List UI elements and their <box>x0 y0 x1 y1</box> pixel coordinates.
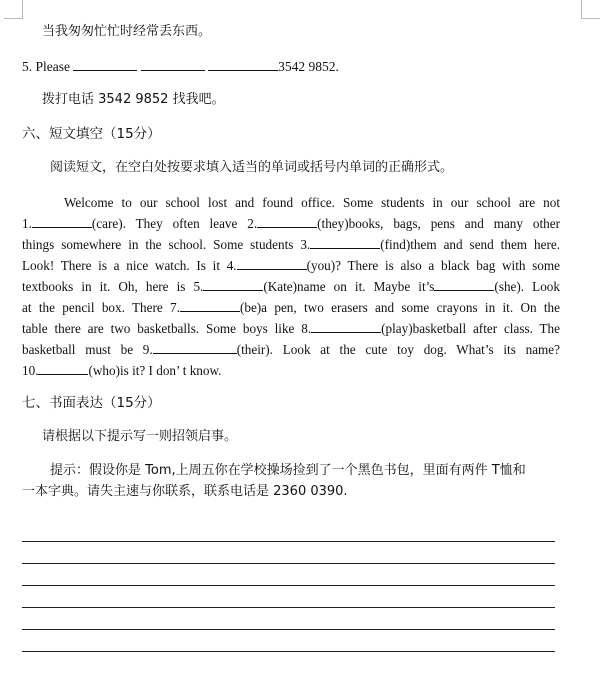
writing-prompt-line-2: 一本字典。请失主速与你联系，联系电话是 2360 0390. <box>22 484 348 499</box>
blank-10[interactable] <box>38 361 88 375</box>
section-7-instruction: 请根据以下提示写一则招领启事。 <box>42 429 238 444</box>
translation-line: 当我匆匆忙忙时经常丢东西。 <box>42 24 212 39</box>
passage-line: 1. (care). They often leave 2. (they)books, bags, pens and many other <box>22 216 560 231</box>
blank-5[interactable] <box>203 277 263 291</box>
passage-line: textbooks in it. Oh, here is 5. (Kate)name on it. Maybe it’s (she). Look <box>22 279 560 294</box>
blank-9[interactable] <box>153 340 237 354</box>
passage-line: things somewhere in the school. Some students 3. (find)them and send them here. <box>22 237 560 252</box>
cloze-passage <box>22 192 560 381</box>
passage-line: Welcome to our school lost and found office. Some students in our school are not <box>64 195 560 210</box>
blank-4[interactable] <box>237 256 307 270</box>
page-corner-mark-right <box>581 0 600 19</box>
writing-line[interactable] <box>22 608 555 630</box>
writing-line[interactable] <box>22 564 555 586</box>
passage-line: at the pencil box. There 7. (be)a pen, two erasers and some crayons in it. On the <box>22 300 560 315</box>
question-5-hint: 拨打电话 3542 9852 找我吧。 <box>42 92 225 107</box>
blank-8[interactable] <box>311 319 381 333</box>
question-5 <box>22 57 339 77</box>
writing-line[interactable] <box>22 520 555 542</box>
passage-line: basketball must be 9. (their). Look at the cute toy dog. What’s its name? <box>22 342 560 357</box>
passage-line: 10. (who)is it? I don’ t know. <box>22 363 222 378</box>
question-5-blank-1[interactable] <box>73 57 137 71</box>
passage-line: table there are two basketballs. Some boys like 8. (play)basketball after class. The <box>22 321 560 336</box>
question-5-blank-3[interactable] <box>208 57 278 71</box>
section-6-title: 六、短文填空（15分） <box>22 126 161 142</box>
blank-3[interactable] <box>310 235 380 249</box>
blank-7[interactable] <box>180 298 240 312</box>
writing-line[interactable] <box>22 542 555 564</box>
question-5-blank-2[interactable] <box>141 57 205 71</box>
question-5-number: 5. <box>22 59 33 74</box>
question-5-prefix: Please <box>35 59 70 74</box>
writing-area[interactable] <box>22 520 555 652</box>
writing-prompt-line-1: 提示：假设你是 Tom,上周五你在学校操场捡到了一个黑色书包，里面有两件 T恤和 <box>50 463 526 478</box>
writing-line[interactable] <box>22 630 555 652</box>
passage-line: Look! There is a nice watch. Is it 4. (you)? There is also a black bag with some <box>22 258 560 273</box>
section-6-instruction: 阅读短文，在空白处按要求填入适当的单词或括号内单词的正确形式。 <box>50 160 454 175</box>
blank-6[interactable] <box>434 277 494 291</box>
section-7-title: 七、书面表达（15分） <box>22 395 161 411</box>
blank-2[interactable] <box>257 214 317 228</box>
writing-line[interactable] <box>22 586 555 608</box>
blank-1[interactable] <box>32 214 92 228</box>
question-5-suffix: 3542 9852. <box>278 59 339 74</box>
page-corner-mark-left <box>4 0 23 19</box>
